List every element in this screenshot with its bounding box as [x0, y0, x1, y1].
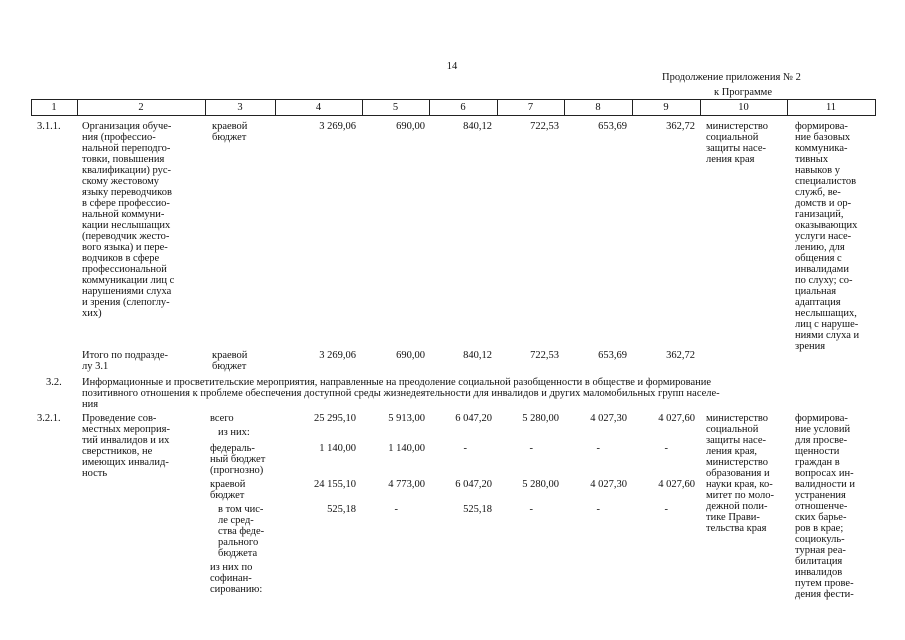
amount-all: 5 913,00: [388, 413, 425, 424]
amount-federal: -: [463, 443, 467, 454]
amount-all: 5 280,00: [522, 413, 559, 424]
amount-including: -: [529, 504, 533, 515]
funding-source: краевой бюджет: [212, 350, 248, 372]
column-header: 4: [315, 102, 322, 113]
amount-including: 525,18: [327, 504, 356, 515]
amount-all: 6 047,20: [455, 413, 492, 424]
column-header: 5: [392, 102, 399, 113]
column-header: 7: [527, 102, 534, 113]
funding-source-including: в том чис- ле сред- ства феде- рального бюджета: [218, 504, 265, 559]
total-label: Итого по подразде- лу 3.1: [82, 350, 168, 372]
amount-federal: -: [596, 443, 600, 454]
section-number: 3.2.: [46, 377, 62, 388]
amount-year: 362,72: [666, 121, 695, 132]
section-title-line: ния: [82, 399, 99, 410]
appendix-title: Продолжение приложения № 2: [662, 72, 801, 83]
amount-regional: 5 280,00: [522, 479, 559, 490]
amount-including: 525,18: [463, 504, 492, 515]
column-header: 1: [51, 102, 57, 113]
amount-including: -: [664, 504, 668, 515]
section-title-line: Информационные и просветительские мероприятия, направленные на преодоление социальной разобщенности в обществе и формирование: [82, 377, 712, 388]
amount-year: 690,00: [396, 350, 425, 361]
amount-regional: 4 773,00: [388, 479, 425, 490]
amount-year: 840,12: [463, 121, 492, 132]
amount-all: 4 027,30: [590, 413, 627, 424]
amount-regional: 24 155,10: [314, 479, 356, 490]
row-number: 3.1.1.: [37, 121, 61, 132]
amount-year: 690,00: [396, 121, 425, 132]
column-header: 2: [138, 102, 144, 113]
column-header: 3: [237, 102, 243, 113]
amount-regional: 4 027,60: [658, 479, 695, 490]
funding-source-of: из них:: [218, 427, 250, 438]
amount-including: -: [394, 504, 398, 515]
amount-all: 4 027,60: [658, 413, 695, 424]
amount-year: 722,53: [530, 350, 559, 361]
amount-federal: -: [529, 443, 533, 454]
column-header: 11: [825, 102, 837, 113]
column-header: 6: [460, 102, 466, 113]
funding-source-regional: краевой бюджет: [210, 479, 246, 501]
amount-regional: 4 027,30: [590, 479, 627, 490]
funding-source: краевой бюджет: [212, 121, 248, 143]
amount-federal: 1 140,00: [388, 443, 425, 454]
column-header: 9: [663, 102, 669, 113]
amount-year: 840,12: [463, 350, 492, 361]
executor: министерство социальной защиты насе- ления края, министерство образования и науки края, ко- митет по моло- дежной поли- тике Прави- тельства края: [706, 413, 774, 534]
amount-including: -: [596, 504, 600, 515]
amount-year: 653,69: [598, 350, 627, 361]
measure-name: Организация обуче- ния (профессио- нальной переподго- товки, повышения квалификации) рус- скому жестовому языку переводчиков в сфере профессио- нальной коммуни- кации неслышащих (переводчик жесто- вого языка) и пере- водчиков в сфере профессиональной коммуникации лиц с нарушениями слуха и зрения (слепоглу- хих): [82, 121, 175, 319]
column-header: 10: [738, 102, 749, 113]
section-title-line: позитивного отношения к проблеме обеспечения доступной среды жизнедеятельности для инвалидов и других маломобильных групп населе-: [82, 388, 720, 399]
funding-source-all: всего: [210, 413, 234, 424]
amount-year: 722,53: [530, 121, 559, 132]
expected-result: формирова- ние базовых коммуника- тивных навыков у специалистов служб, ве- домств и ор- ганизаций, оказывающих услуги насе- лению, для общения с инвалидами по слуху; со- циальная адаптация неслышащих, лиц с наруше- ниями слуха и зрения: [795, 121, 860, 352]
expected-result: формирова- ние условий для просве- щенности граждан в вопросах ин- валидности и устранения отношенче- ских барье- ров в крае; социокуль- турная реа- билитация инвалидов путем прове- дения фести-: [795, 413, 856, 600]
amount-all: 25 295,10: [314, 413, 356, 424]
page-number: 14: [446, 61, 458, 72]
amount-total: 3 269,06: [319, 121, 356, 132]
appendix-subtitle: к Программе: [714, 87, 772, 98]
row-number: 3.2.1.: [37, 413, 61, 424]
amount-regional: 6 047,20: [455, 479, 492, 490]
amount-total: 3 269,06: [319, 350, 356, 361]
amount-year: 653,69: [598, 121, 627, 132]
funding-source-federal: федераль- ный бюджет (прогнозно): [210, 443, 266, 476]
amount-federal: -: [664, 443, 668, 454]
column-header: 8: [595, 102, 601, 113]
amount-federal: 1 140,00: [319, 443, 356, 454]
amount-year: 362,72: [666, 350, 695, 361]
executor: министерство социальной защиты насе- ления края: [706, 121, 769, 165]
measure-name: Проведение сов- местных мероприя- тий инвалидов и их сверстников, не имеющих инвалид- ность: [82, 413, 170, 479]
funding-source-cofinancing: из них по софинан- сированию:: [210, 562, 263, 595]
